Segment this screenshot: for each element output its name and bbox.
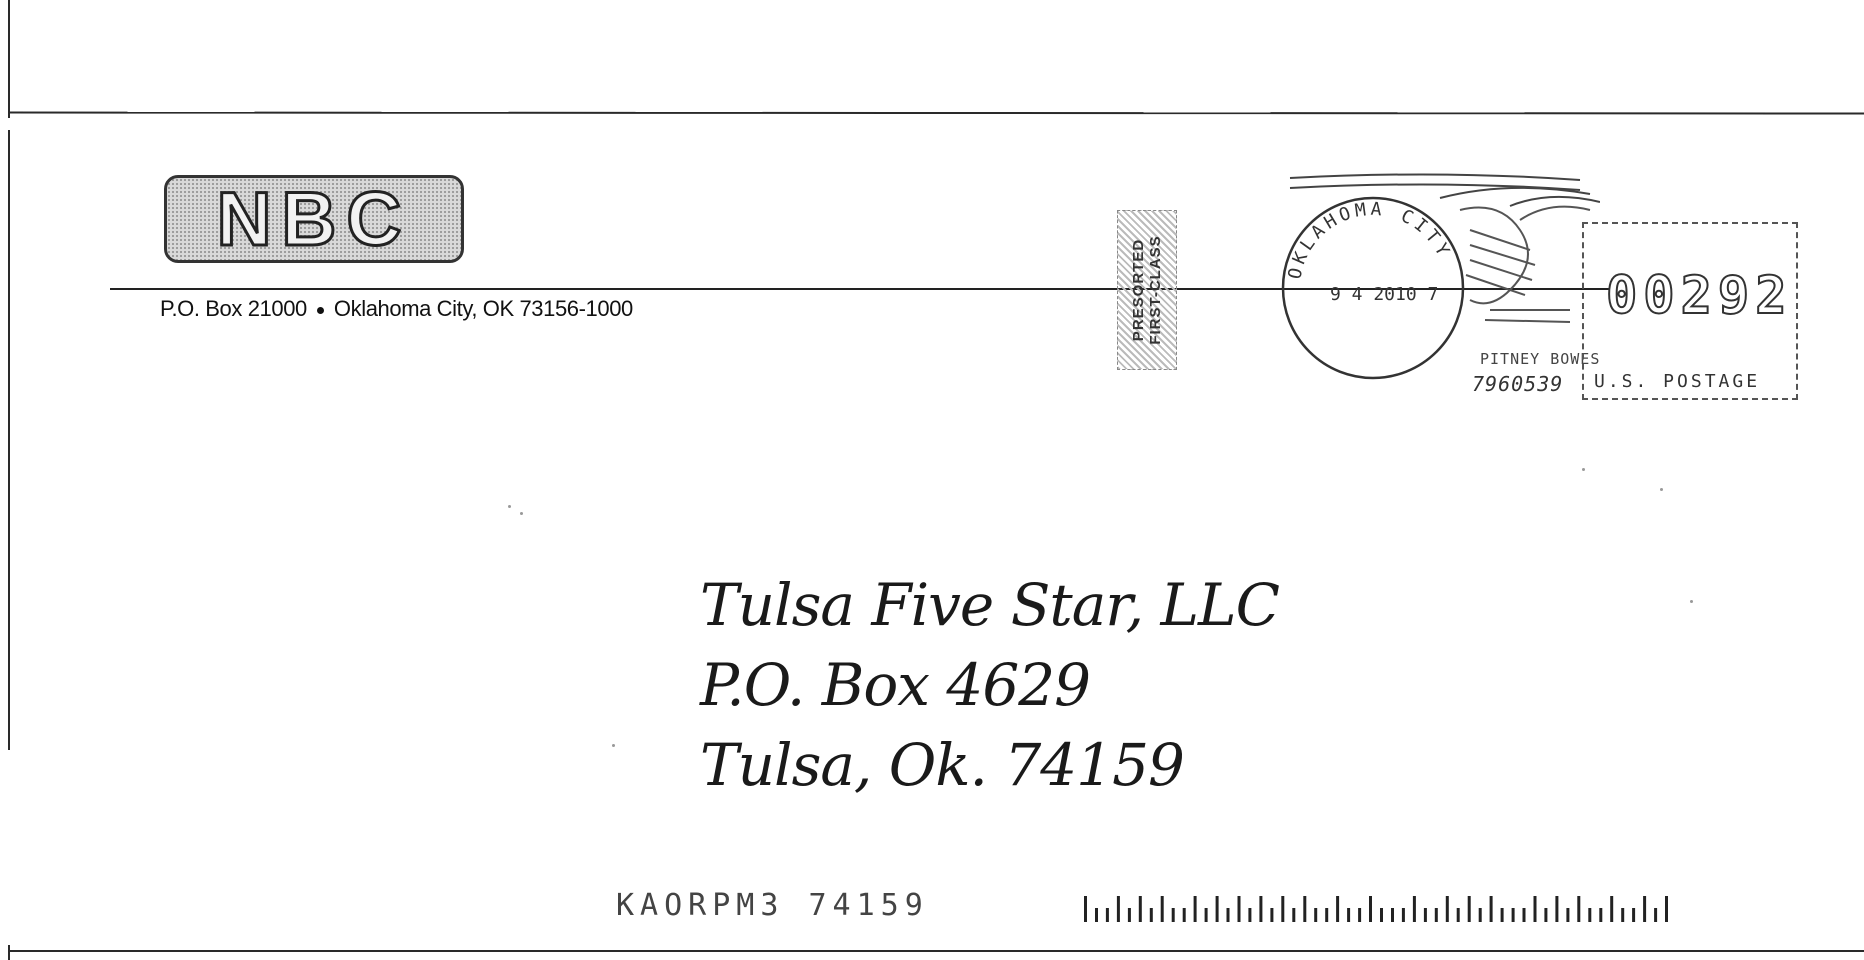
recipient-line3: Tulsa, Ok. 74159 (700, 731, 1184, 799)
cancellation-lines (1290, 174, 1600, 206)
barcode-full-bar (1117, 896, 1120, 922)
barcode-half-bar (1227, 908, 1230, 922)
barcode-full-bar (1084, 896, 1087, 922)
postage-label: U.S. POSTAGE (1594, 371, 1761, 392)
return-city: Oklahoma City, OK 73156-1000 (333, 296, 633, 321)
barcode-half-bar (1325, 908, 1328, 922)
presort-line2: FIRST-CLASS (1147, 235, 1164, 345)
barcode-full-bar (1336, 896, 1339, 922)
barcode-half-bar (1095, 908, 1098, 922)
meter-manufacturer: PITNEY BOWES (1480, 350, 1601, 368)
speck (612, 744, 615, 747)
barcode-half-bar (1347, 908, 1350, 922)
presort-line1: PRESORTED (1130, 238, 1147, 342)
barcode-half-bar (1501, 908, 1504, 922)
return-address (160, 296, 633, 322)
barcode-half-bar (1150, 908, 1153, 922)
barcode-full-bar (1369, 896, 1372, 922)
barcode-full-bar (1643, 896, 1646, 922)
presort-stamp (1117, 210, 1177, 370)
barcode-half-bar (1654, 908, 1657, 922)
barcode-half-bar (1172, 908, 1175, 922)
barcode-half-bar (1391, 908, 1394, 922)
envelope-left-edge-bottom (8, 945, 10, 960)
barcode-full-bar (1259, 896, 1262, 922)
speck (1690, 600, 1693, 603)
barcode-half-bar (1270, 908, 1273, 922)
presort-text (1130, 235, 1164, 344)
envelope-bottom-line (8, 950, 1864, 952)
recipient-line2: P.O. Box 4629 (700, 651, 1091, 719)
barcode-half-bar (1632, 908, 1635, 922)
barcode-half-bar (1205, 908, 1208, 922)
envelope-left-edge-top (8, 0, 10, 118)
recipient-line1: Tulsa Five Star, LLC (700, 571, 1279, 639)
barcode-half-bar (1358, 908, 1361, 922)
barcode-full-bar (1577, 896, 1580, 922)
barcode-full-bar (1303, 896, 1306, 922)
return-po-box: P.O. Box 21000 (160, 296, 307, 321)
postage-meter (1582, 222, 1798, 400)
barcode-half-bar (1380, 908, 1383, 922)
barcode-half-bar (1566, 908, 1569, 922)
barcode-half-bar (1435, 908, 1438, 922)
barcode-half-bar (1544, 908, 1547, 922)
barcode-half-bar (1128, 908, 1131, 922)
postage-amount: 00292 (1606, 266, 1793, 326)
barcode-half-bar (1248, 908, 1251, 922)
eagle-graphic (1460, 207, 1590, 322)
barcode-full-bar (1238, 896, 1241, 922)
barcode-full-bar (1665, 896, 1668, 922)
envelope-flap-line (8, 112, 1864, 115)
barcode-half-bar (1183, 908, 1186, 922)
barcode-full-bar (1161, 896, 1164, 922)
barcode-full-bar (1610, 896, 1613, 922)
barcode-full-bar (1446, 896, 1449, 922)
sort-code: KAORPM3 74159 (616, 888, 929, 923)
envelope-left-edge (8, 130, 10, 750)
postmark-date: 9 4 2010 7 (1330, 284, 1439, 305)
barcode-half-bar (1512, 908, 1515, 922)
meter-number: 7960539 (1472, 372, 1564, 396)
barcode-full-bar (1281, 896, 1284, 922)
speck (508, 505, 511, 508)
bullet-separator (317, 307, 324, 314)
logo-text: NBC (216, 176, 412, 262)
barcode-half-bar (1479, 908, 1482, 922)
barcode-half-bar (1402, 908, 1405, 922)
barcode-half-bar (1314, 908, 1317, 922)
postal-barcode (1084, 894, 1684, 924)
barcode-half-bar (1106, 908, 1109, 922)
barcode-half-bar (1523, 908, 1526, 922)
recipient-address (700, 565, 1279, 805)
barcode-half-bar (1588, 908, 1591, 922)
sender-logo (164, 175, 464, 263)
barcode-full-bar (1194, 896, 1197, 922)
barcode-half-bar (1599, 908, 1602, 922)
barcode-half-bar (1457, 908, 1460, 922)
speck (520, 512, 523, 515)
barcode-half-bar (1292, 908, 1295, 922)
barcode-full-bar (1490, 896, 1493, 922)
barcode-full-bar (1468, 896, 1471, 922)
barcode-full-bar (1216, 896, 1219, 922)
postmark-city: OKLAHOMA CITY (1284, 198, 1456, 282)
barcode-full-bar (1555, 896, 1558, 922)
barcode-half-bar (1621, 908, 1624, 922)
barcode-full-bar (1413, 896, 1416, 922)
barcode-half-bar (1424, 908, 1427, 922)
speck (1582, 468, 1585, 471)
barcode-full-bar (1139, 896, 1142, 922)
speck (1660, 488, 1663, 491)
barcode-full-bar (1534, 896, 1537, 922)
